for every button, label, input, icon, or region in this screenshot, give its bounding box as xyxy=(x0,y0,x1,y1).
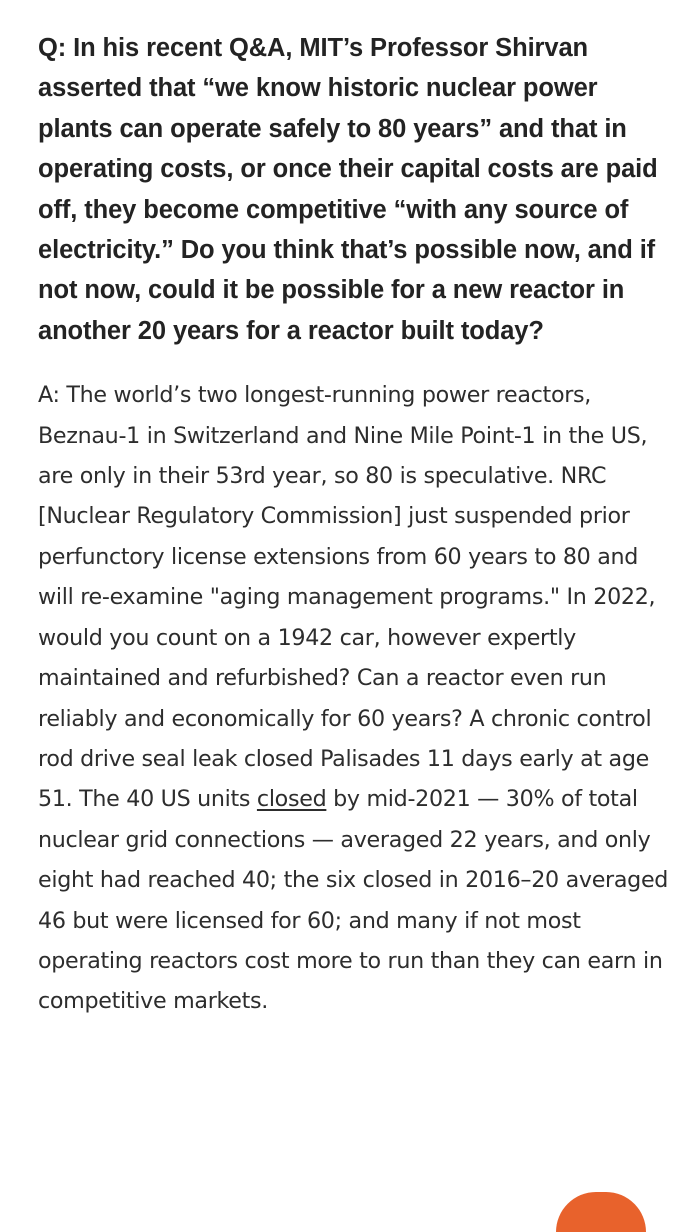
closed-link[interactable]: closed xyxy=(256,786,327,813)
answer-text-end: by mid-2021 — 30% of total nuclear grid connections — averaged 22 years, and only eight had reached 40; the six closed in 2016–20 averaged 46 but were licensed for 60; and many if not most operating reactors cost more to run than they can earn in competitive markets. xyxy=(38,786,669,1015)
answer-text-start: A: The world’s two longest-running power reactors, Beznau-1 in Switzerland and Nine Mile Point-1 in the US, are only in their 53rd year, so 80 is speculative. NRC [Nuclear Regulatory Commission] just suspended prior perfunctory license extensions from 60 years to 80 and will re-examine "aging management programs." In 2022, would you count on a 1942 car, however expertly maintained and refurbished? Can a reactor even run reliably and economically for 60 years? A chronic control rod drive seal leak closed Palisades 11 days early at age 51. The 40 US units xyxy=(38,382,656,813)
article-body xyxy=(38,28,678,1022)
answer-paragraph xyxy=(38,375,678,1022)
floating-action-button[interactable] xyxy=(556,1192,646,1232)
question-paragraph: Q: In his recent Q&A, MIT’s Professor Shirvan asserted that “we know historic nuclear power plants can operate safely to 80 years” and that in operating costs, or once their capital costs are paid off, they become competitive “with any source of electricity.” Do you think that’s possible now, and if not now, could it be possible for a new reactor in another 20 years for a reactor built today? xyxy=(38,34,658,345)
